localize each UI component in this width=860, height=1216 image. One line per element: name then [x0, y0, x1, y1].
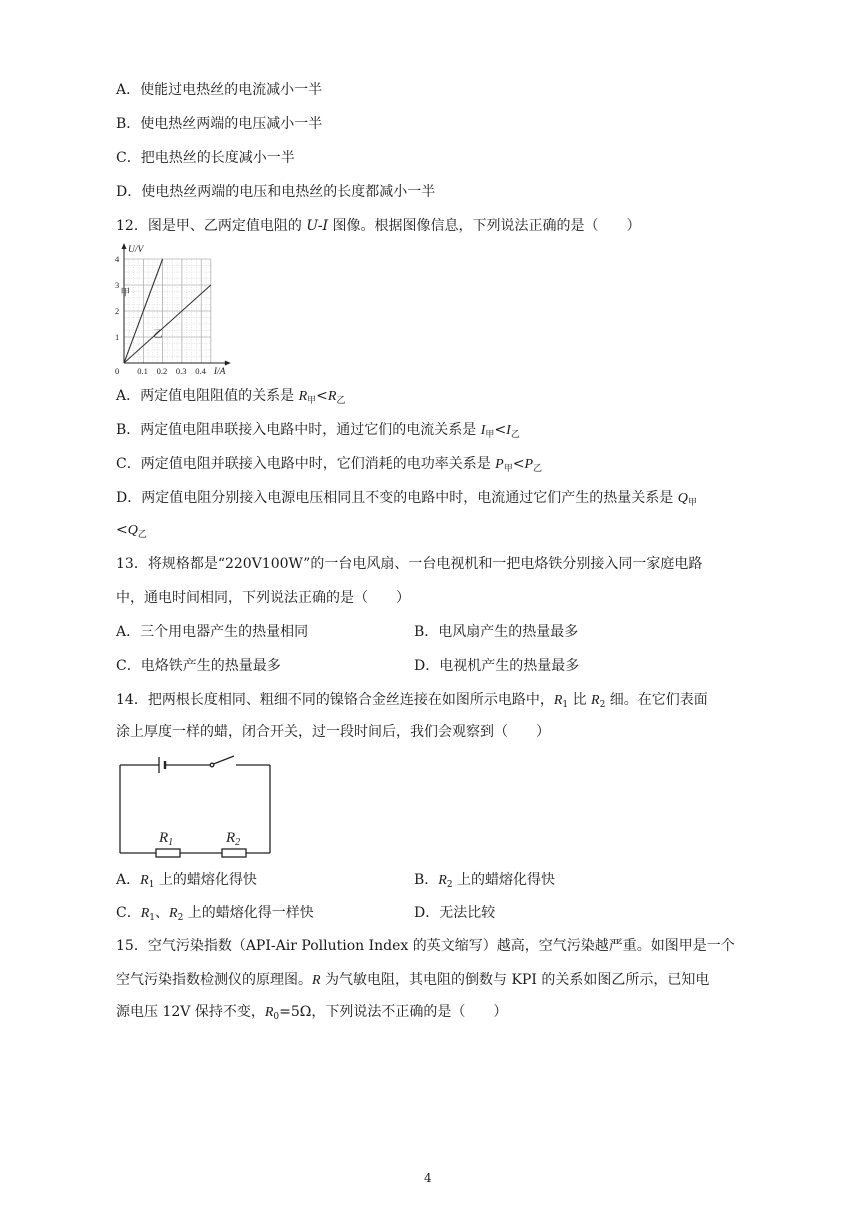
q14-option-a-pre: A．	[116, 872, 141, 888]
q14-option-d: D．无法比较	[414, 905, 496, 921]
q12-option-a-pre: A．两定值电阻阻值的关系是	[116, 388, 299, 404]
q15-line3-sub: 0	[273, 1012, 280, 1022]
q12-stem-ui: U-I	[306, 218, 329, 234]
q12-option-b-i1: I	[480, 423, 486, 438]
q12-option-a-sub1: 甲	[307, 396, 317, 406]
x-axis-label: I/A	[213, 367, 226, 377]
q15-line3-pre: 源电压 12V 保持不变，	[116, 1004, 265, 1020]
q14-stem-post: 细。在它们表面	[605, 692, 708, 708]
q14-option-a-sub: 1	[148, 880, 155, 890]
q12-option-a-r1: R	[298, 389, 308, 404]
y-axis-arrow	[122, 243, 127, 249]
q15-line2-pre: 空气污染指数检测仪的原理图。	[116, 972, 312, 988]
q14-option-c	[116, 903, 314, 928]
q12-option-d-sub1: 甲	[687, 498, 697, 508]
page-number: 4	[424, 1171, 432, 1185]
y-tick-label: 3	[115, 280, 120, 290]
y-tick-label: 2	[115, 306, 120, 316]
q14-option-c-r2: R	[169, 906, 178, 921]
q14-option-b	[414, 870, 555, 895]
x-tick-label: 0.3	[175, 366, 187, 376]
q14-stem-r2-sub: 2	[599, 700, 606, 710]
q12-option-a-mid: <	[316, 388, 328, 404]
q12-option-b-sub2: 乙	[510, 430, 520, 440]
q12-stem-pre: 12．图是甲、乙两定值电阻的	[116, 218, 307, 234]
q14-stem-line2: 涂上厚度一样的蜡，闭合开关，过一段时间后，我们会观察到（ ）	[116, 724, 550, 740]
q12-option-b-i2: I	[506, 423, 511, 438]
q12-option-c-p1: P	[495, 457, 504, 472]
q14-stem-r1: R	[553, 693, 563, 708]
q11-option-c: C．把电热丝的长度减小一半	[116, 150, 295, 166]
q14-option-c-sub2: 2	[177, 913, 184, 923]
q12-option-a-r2: R	[327, 389, 337, 404]
q14-stem-pre: 14．把两根长度相同、粗细不同的镍铬合金丝连接在如图所示电路中，	[116, 692, 554, 708]
q14-stem-mid: 比	[568, 692, 592, 708]
q13-option-b: B．电风扇产生的热量最多	[414, 624, 579, 640]
q14-option-b-post: 上的蜡熔化得快	[452, 872, 556, 888]
q14-option-b-sub: 2	[446, 880, 453, 890]
resistor-r1	[156, 849, 180, 857]
q12-option-b-pre: B．两定值电阻串联接入电路中时，通过它们的电流关系是	[116, 422, 481, 438]
q11-option-d: D．使电热丝两端的电压和电热丝的长度都减小一半	[116, 184, 436, 200]
q14-option-a-r: R	[140, 873, 149, 888]
q15-line3-r: R	[264, 1005, 274, 1020]
q14-option-c-r1: R	[140, 906, 150, 921]
q12-option-c-sub2: 乙	[533, 464, 543, 474]
q12-option-b	[116, 420, 520, 445]
series-label-jia: 甲	[120, 288, 130, 299]
q12-option-b-mid: <	[494, 422, 507, 438]
q12-option-c-p2: P	[524, 457, 534, 472]
switch-pivot	[210, 763, 214, 767]
q13-stem-line2: 中，通电时间相同，下列说法正确的是（ ）	[116, 590, 410, 606]
x-tick-label: 0	[115, 366, 120, 376]
q14-stem-r1-sub: 1	[562, 700, 569, 710]
q15-line3-post: =5Ω，下列说法不正确的是（ ）	[279, 1004, 508, 1020]
q14-option-c-sep: 、	[155, 905, 170, 921]
q14-option-a-post: 上的蜡熔化得快	[154, 872, 257, 888]
q14-stem-r2: R	[591, 693, 600, 708]
x-tick-label: 0.2	[156, 366, 168, 376]
q11-option-b: B．使电热丝两端的电压减小一半	[116, 116, 323, 132]
q12-option-b-sub1: 甲	[485, 430, 495, 440]
resistor-r2-label: $R_2$	[226, 830, 241, 848]
q14-option-b-pre: B．	[414, 872, 439, 888]
q12-option-d-sub2: 乙	[137, 530, 147, 540]
x-tick-label: 0.4	[195, 366, 206, 376]
q14-option-b-r: R	[438, 873, 447, 888]
q13-option-d: D．电视机产生的热量最多	[414, 658, 580, 674]
q12-option-a	[116, 386, 345, 411]
q12-option-d-text: D．两定值电阻分别接入电源电压相同且不变的电路中时，电流通过它们产生的热量关系是	[116, 490, 678, 506]
q12-option-d-line2	[116, 520, 147, 545]
q15-stem-line2	[116, 970, 709, 991]
circuit-diagram	[114, 752, 278, 858]
q12-option-c-sub1: 甲	[503, 464, 513, 474]
q14-option-c-pre: C．	[116, 905, 141, 921]
q15-stem-line3	[116, 1002, 507, 1027]
q13-stem-line1: 13．将规格都是“220V100W”的一台电风扇、一台电视机和一把电烙铁分别接入同一家庭电路	[116, 556, 703, 572]
q12-option-a-sub2: 乙	[336, 396, 346, 406]
y-tick-label: 4	[115, 254, 120, 264]
q14-option-c-sub1: 1	[149, 913, 156, 923]
series-label-yi: 乙	[152, 330, 163, 340]
q14-option-a	[116, 870, 257, 895]
x-tick-label: 0.1	[137, 366, 148, 376]
y-tick-label: 1	[115, 332, 120, 342]
q12-option-d-line1	[116, 488, 697, 513]
switch-blade	[214, 756, 235, 764]
q12-option-c-pre: C．两定值电阻并联接入电路中时，它们消耗的电功率关系是	[116, 456, 496, 472]
q11-option-a: A．使能过电热丝的电流减小一半	[116, 82, 323, 98]
x-axis-arrow	[225, 361, 231, 366]
q13-option-a: A．三个用电器产生的热量相同	[116, 624, 309, 640]
resistor-r1-label: $R_1$	[159, 830, 174, 848]
q12-option-c-mid: <	[512, 456, 525, 472]
q12-option-d-q2: Q	[127, 523, 138, 538]
q15-stem-line1: 15．空气污染指数（API-Air Pollution Index 的英文缩写）越高，空气污染越严重。如图甲是一个	[116, 938, 735, 954]
q12-stem	[116, 216, 641, 236]
q14-option-c-post: 上的蜡熔化得一样快	[183, 905, 314, 921]
q15-line2-post: 为气敏电阻，其电阻的倒数与 KPI 的关系如图乙所示，已知电	[320, 972, 710, 988]
resistor-r2	[222, 849, 246, 857]
q12-option-d-q1: Q	[677, 491, 688, 506]
ui-graph	[112, 242, 262, 382]
q12-option-d-lt: <	[116, 522, 128, 538]
q12-option-c	[116, 454, 542, 479]
q12-stem-post: 图像。根据图像信息，下列说法正确的是（ ）	[328, 218, 641, 234]
y-axis-label: U/V	[128, 245, 144, 255]
q14-stem-line1	[116, 690, 708, 715]
q13-option-c: C．电烙铁产生的热量最多	[116, 658, 281, 674]
q15-line2-r: R	[312, 973, 321, 988]
